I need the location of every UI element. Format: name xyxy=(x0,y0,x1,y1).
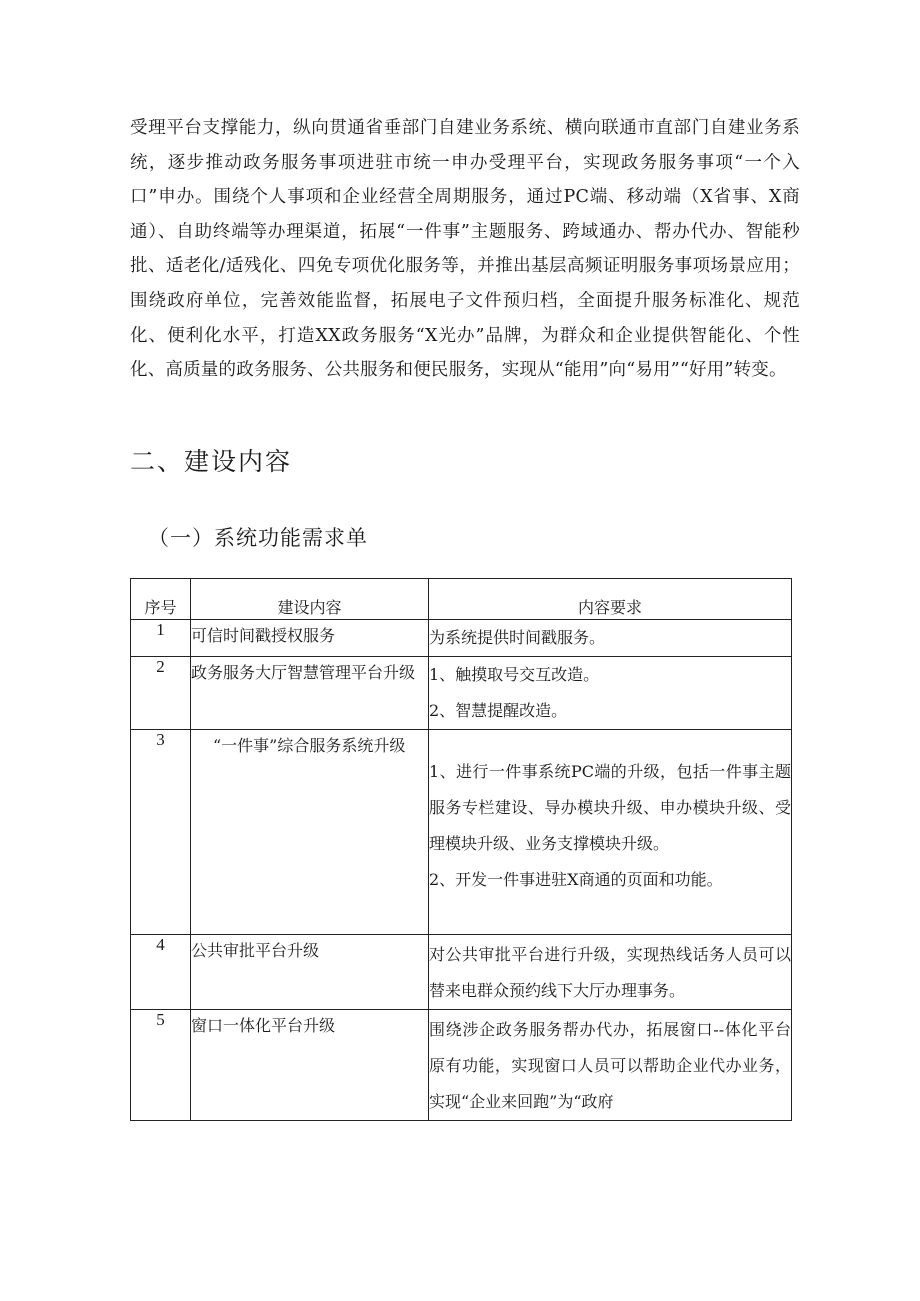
row-content: 可信时间戳授权服务 xyxy=(191,620,429,657)
row-requirements xyxy=(429,935,792,1010)
table-header-row xyxy=(131,579,792,620)
requirement-line: 对公共审批平台进行升级，实现热线话务人员可以替来电群众预约线下大厅办理事务。 xyxy=(429,945,791,1000)
header-no: 序号 xyxy=(131,579,191,620)
row-no: 4 xyxy=(131,935,191,1010)
section-heading: 二、建设内容 xyxy=(130,447,293,476)
subsection-heading: （一）系统功能需求单 xyxy=(148,526,368,550)
requirement-line: 2、智慧提醒改造。 xyxy=(429,701,568,720)
row-content: 公共审批平台升级 xyxy=(191,935,429,1010)
row-requirements xyxy=(429,657,792,730)
row-requirements xyxy=(429,730,792,935)
table-row xyxy=(131,730,792,935)
requirement-line: 1、触摸取号交互改造。 xyxy=(429,665,600,684)
header-content: 建设内容 xyxy=(191,579,429,620)
row-content: 政务服务大厅智慧管理平台升级 xyxy=(191,657,429,730)
intro-paragraph: 受理平台支撑能力，纵向贯通省垂部门自建业务系统、横向联通市直部门自建业务系统，逐步推动政务服务事项进驻市统一申办受理平台，实现政务服务事项“一个入口”申办。围绕个人事项和企业经营全周期服务，通过PC端、移动端（X省事、X商通）、自助终端等办理渠道，拓展“一件事”主题服务、跨域通办、帮办代办、智能秒批、适老化/适残化、四免专项优化服务等，并推出基层高频证明服务事项场景应用；围绕政府单位，完善效能监督，拓展电子文件预归档，全面提升服务标准化、规范化、便利化水平，打造XX政务服务“X光办”品牌，为群众和企业提供智能化、个性化、高质量的政务服务、公共服务和便民服务，实现从“能用”向“易用”“好用”转变。 xyxy=(130,118,800,381)
row-no: 3 xyxy=(131,730,191,935)
row-no: 2 xyxy=(131,657,191,730)
requirements-table xyxy=(130,578,792,1121)
requirement-line: 2、开发一件事进驻X商通的页面和功能。 xyxy=(429,870,723,889)
row-content: “一件事”综合服务系统升级 xyxy=(191,730,429,935)
row-requirements xyxy=(429,1010,792,1121)
header-requirements: 内容要求 xyxy=(429,579,792,620)
table-row xyxy=(131,935,792,1010)
row-requirements xyxy=(429,620,792,657)
table-row xyxy=(131,1010,792,1121)
table-row xyxy=(131,657,792,730)
requirement-line: 为系统提供时间戳服务。 xyxy=(429,628,606,647)
requirement-line: 1、进行一件事系统PC端的升级，包括一件事主题服务专栏建设、导办模块升级、申办模块升级、受理模块升级、业务支撑模块升级。 xyxy=(429,762,791,853)
row-no: 5 xyxy=(131,1010,191,1121)
table-row xyxy=(131,620,792,657)
requirement-line: 围绕涉企政务服务帮办代办，拓展窗口--体化平台原有功能，实现窗口人员可以帮助企业代办业务，实现“企业来回跑”为“政府 xyxy=(429,1020,791,1111)
row-content: 窗口一体化平台升级 xyxy=(191,1010,429,1121)
row-no: 1 xyxy=(131,620,191,657)
